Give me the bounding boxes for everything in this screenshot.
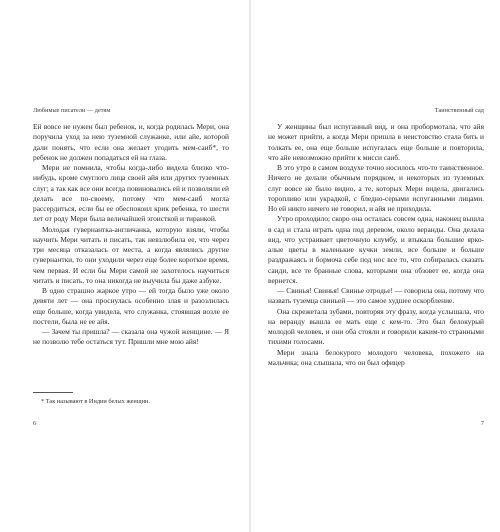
paragraph: У женщины был испуганный вид, и она пробормотала, что айя не может прийти, а когда Мери пришла в неистовство стала бить и толкать ее, она еще больше испугалась еще больше и повторила, что айе невозможно прийти к мисси саиб. [268, 122, 484, 162]
paragraph: Она скрежетала зубами, повторяя эту фразу, когда услышала, что на веранду вышла ее мать еще с кем-то. Это был белокурый молодой человек, и они оба стояли и говорили каким-то странными тихими голосами. [268, 306, 484, 347]
page-number-right: 7 [480, 420, 484, 427]
paragraph: Утро проходило; скоро она осталась совсем одна, наконец вышла в сад и стала играть одна под деревом, около веранды. Она делала вид, что устраивает цветочную клумбу, и втыкала большие ярко-алые цветы в маленькие кучки земли, все больше и больше раздражаясь и бормоча себе под нос все то, что собиралась сказать саиди, все те бранные слова, которыми она обзовет ее, когда она вернется. [268, 214, 484, 285]
running-head-right: Таинственный сад [434, 107, 484, 114]
paragraph: В одно страшно жаркое утро — ей тогда было уже около девяти лет — она проснулась особенно злая и разозлилась еще больше, когда увидела, что служанка, стоявшая возле ее постели, была не ее айя. [33, 286, 229, 326]
footnote-rule [33, 392, 73, 393]
left-page [0, 0, 249, 532]
left-page-body [33, 122, 229, 348]
right-page-body [268, 122, 484, 368]
right-page [251, 0, 500, 532]
paragraph: Молодая гувернантка-англичанка, которую взяли, чтобы научить Мери читать и писать, так невзлюбила ее, что через три месяца отказалась от места, а когда являлись другие гувернантки, то они уходили через еще более короткое время, чем первая. И если бы Мери самой не захотелось научиться читать и писать, то она никогда не выучила бы даже азбуке. [33, 224, 229, 285]
paragraph: — Зачем ты пришла? — сказала она чужой женщине. — Я не позволю тебе остаться тут. Пришли мне мою айя! [33, 327, 229, 347]
paragraph: Мери не помнила, чтобы когда-либо видела близко что-нибудь, кроме смуглого лица своей айя или других туземных слуг; а так как все они всегда повиновались ей и позволяли ей делать все по-своему, потому что мем-саиб могла рассердиться, если бы ее обеспокоил крик ребенка, то шести лет от роду Мери была величайшей эгоисткой и тиранкой. [33, 163, 229, 224]
footnote: * Так называют в Индии белых женщин. [41, 398, 150, 405]
paragraph: Мери знала белокурого молодого человека, похожего на мальчика; она слышала, что он был офицер [268, 347, 484, 367]
paragraph: В это утро в самом воздухе точно носилось что-то таинственное. Ничего не делали обычным порядком, и некоторых из туземных слуг вовсе не было видно, а те, которых Мери видела, двигались торопливо или украдкой, с бледно-серыми испуганными лицами. Но ей никто ничего не говорил, и айя не приходила. [268, 163, 484, 213]
paragraph: — Свинья! Свинья! Свинье отродье! — говорила она, потому что назвать туземца свиньей — это самое худшее оскорбление. [268, 286, 484, 306]
paragraph: Ей вовсе не нужен был ребенок, и, когда родилась Мери, она поручила уход за нею туземной служанке, или айе, которой дали понять, что если она желает угодить мем-саиб*, то ребенок не должен попадаться ей на глаза. [33, 122, 229, 162]
page-number-left: 6 [33, 420, 37, 427]
running-head-left: Любимые писатели — детям [33, 107, 111, 114]
